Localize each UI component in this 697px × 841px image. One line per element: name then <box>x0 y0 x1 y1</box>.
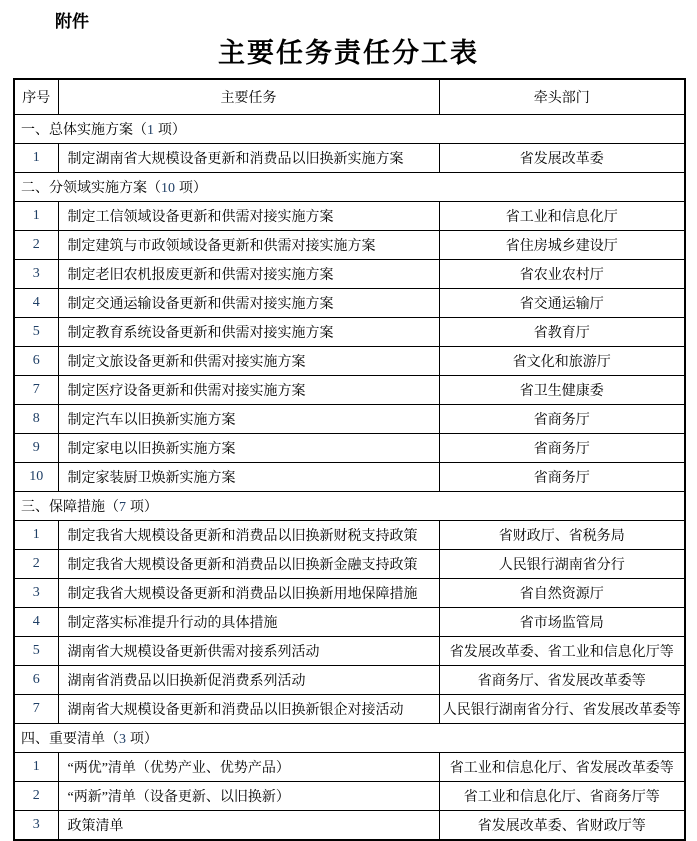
row-seq: 6 <box>14 347 58 376</box>
row-seq: 5 <box>14 318 58 347</box>
row-seq: 3 <box>14 811 58 841</box>
row-seq: 4 <box>14 289 58 318</box>
row-seq: 2 <box>14 550 58 579</box>
task-row <box>14 231 685 260</box>
responsibility-table <box>13 78 686 841</box>
section-count: 1 <box>147 123 154 138</box>
attachment-label: 附件 <box>55 12 89 31</box>
row-dept: 省交通运输厅 <box>439 289 685 318</box>
task-row <box>14 637 685 666</box>
row-seq: 3 <box>14 579 58 608</box>
row-task: 制定落实标准提升行动的具体措施 <box>58 608 439 637</box>
task-row <box>14 463 685 492</box>
table-body <box>14 115 685 841</box>
row-task: 制定家装厨卫焕新实施方案 <box>58 463 439 492</box>
row-task: 制定老旧农机报废更新和供需对接实施方案 <box>58 260 439 289</box>
section-count: 7 <box>119 500 126 515</box>
row-task: 制定工信领域设备更新和供需对接实施方案 <box>58 202 439 231</box>
row-dept: 省市场监管局 <box>439 608 685 637</box>
row-dept: 省工业和信息化厅 <box>439 202 685 231</box>
task-row <box>14 289 685 318</box>
row-dept: 省商务厅 <box>439 405 685 434</box>
row-dept: 省文化和旅游厅 <box>439 347 685 376</box>
row-task: 制定教育系统设备更新和供需对接实施方案 <box>58 318 439 347</box>
row-seq: 1 <box>14 202 58 231</box>
row-seq: 3 <box>14 260 58 289</box>
section-title-suffix: 项） <box>126 498 158 514</box>
task-row <box>14 782 685 811</box>
row-dept: 省农业农村厅 <box>439 260 685 289</box>
section-row <box>14 492 685 521</box>
row-dept: 省商务厅 <box>439 434 685 463</box>
section-row <box>14 173 685 202</box>
row-task: 制定我省大规模设备更新和消费品以旧换新财税支持政策 <box>58 521 439 550</box>
task-row <box>14 347 685 376</box>
task-row <box>14 434 685 463</box>
row-task: 制定建筑与市政领域设备更新和供需对接实施方案 <box>58 231 439 260</box>
row-seq: 1 <box>14 144 58 173</box>
task-row <box>14 318 685 347</box>
row-seq: 1 <box>14 521 58 550</box>
row-dept: 省财政厅、省税务局 <box>439 521 685 550</box>
task-row <box>14 521 685 550</box>
section-title-suffix: 项） <box>154 121 186 137</box>
row-task: 制定湖南省大规模设备更新和消费品以旧换新实施方案 <box>58 144 439 173</box>
row-dept: 省发展改革委、省财政厅等 <box>439 811 685 841</box>
row-seq: 8 <box>14 405 58 434</box>
row-dept: 省发展改革委 <box>439 144 685 173</box>
task-row <box>14 202 685 231</box>
task-row <box>14 260 685 289</box>
row-task: 制定家电以旧换新实施方案 <box>58 434 439 463</box>
row-task: 制定我省大规模设备更新和消费品以旧换新用地保障措施 <box>58 579 439 608</box>
section-title-suffix: 项） <box>126 730 158 746</box>
page-title: 主要任务责任分工表 <box>218 38 479 68</box>
task-row <box>14 666 685 695</box>
row-task: 制定汽车以旧换新实施方案 <box>58 405 439 434</box>
task-row <box>14 376 685 405</box>
section-title-suffix: 项） <box>175 179 207 195</box>
row-seq: 6 <box>14 666 58 695</box>
row-seq: 2 <box>14 782 58 811</box>
row-seq: 2 <box>14 231 58 260</box>
table-header <box>14 79 685 115</box>
section-title <box>14 173 685 202</box>
row-dept: 省工业和信息化厅、省商务厅等 <box>439 782 685 811</box>
row-task: 湖南省大规模设备更新供需对接系列活动 <box>58 637 439 666</box>
row-seq: 7 <box>14 376 58 405</box>
row-seq: 5 <box>14 637 58 666</box>
section-row <box>14 115 685 144</box>
row-task: 政策清单 <box>58 811 439 841</box>
section-title-text: 一、总体实施方案（ <box>21 121 147 137</box>
row-dept: 省商务厅 <box>439 463 685 492</box>
section-row <box>14 724 685 753</box>
row-seq: 7 <box>14 695 58 724</box>
task-row <box>14 695 685 724</box>
section-count: 10 <box>161 181 175 196</box>
row-dept: 省自然资源厅 <box>439 579 685 608</box>
task-row <box>14 405 685 434</box>
header-row <box>14 79 685 115</box>
task-row <box>14 608 685 637</box>
row-task: 湖南省消费品以旧换新促消费系列活动 <box>58 666 439 695</box>
row-dept: 省住房城乡建设厅 <box>439 231 685 260</box>
row-dept: 省工业和信息化厅、省发展改革委等 <box>439 753 685 782</box>
task-row <box>14 811 685 841</box>
task-row <box>14 550 685 579</box>
row-dept: 省卫生健康委 <box>439 376 685 405</box>
row-task: 湖南省大规模设备更新和消费品以旧换新银企对接活动 <box>58 695 439 724</box>
row-task: “两新”清单（设备更新、以旧换新） <box>58 782 439 811</box>
row-dept: 人民银行湖南省分行、省发展改革委等 <box>439 695 685 724</box>
col-header-dept: 牵头部门 <box>439 79 685 115</box>
section-title <box>14 724 685 753</box>
section-count: 3 <box>119 732 126 747</box>
row-dept: 省商务厅、省发展改革委等 <box>439 666 685 695</box>
row-task: 制定交通运输设备更新和供需对接实施方案 <box>58 289 439 318</box>
row-seq: 10 <box>14 463 58 492</box>
task-row <box>14 144 685 173</box>
task-row <box>14 753 685 782</box>
row-dept: 省发展改革委、省工业和信息化厅等 <box>439 637 685 666</box>
row-task: 制定文旅设备更新和供需对接实施方案 <box>58 347 439 376</box>
col-header-seq: 序号 <box>14 79 58 115</box>
section-title-text: 四、重要清单（ <box>21 730 119 746</box>
section-title <box>14 115 685 144</box>
row-seq: 9 <box>14 434 58 463</box>
row-dept: 省教育厅 <box>439 318 685 347</box>
row-task: 制定医疗设备更新和供需对接实施方案 <box>58 376 439 405</box>
col-header-task: 主要任务 <box>58 79 439 115</box>
row-seq: 1 <box>14 753 58 782</box>
section-title-text: 二、分领域实施方案（ <box>21 179 161 195</box>
row-task: “两优”清单（优势产业、优势产品） <box>58 753 439 782</box>
task-row <box>14 579 685 608</box>
row-task: 制定我省大规模设备更新和消费品以旧换新金融支持政策 <box>58 550 439 579</box>
section-title <box>14 492 685 521</box>
section-title-text: 三、保障措施（ <box>21 498 119 514</box>
row-seq: 4 <box>14 608 58 637</box>
row-dept: 人民银行湖南省分行 <box>439 550 685 579</box>
